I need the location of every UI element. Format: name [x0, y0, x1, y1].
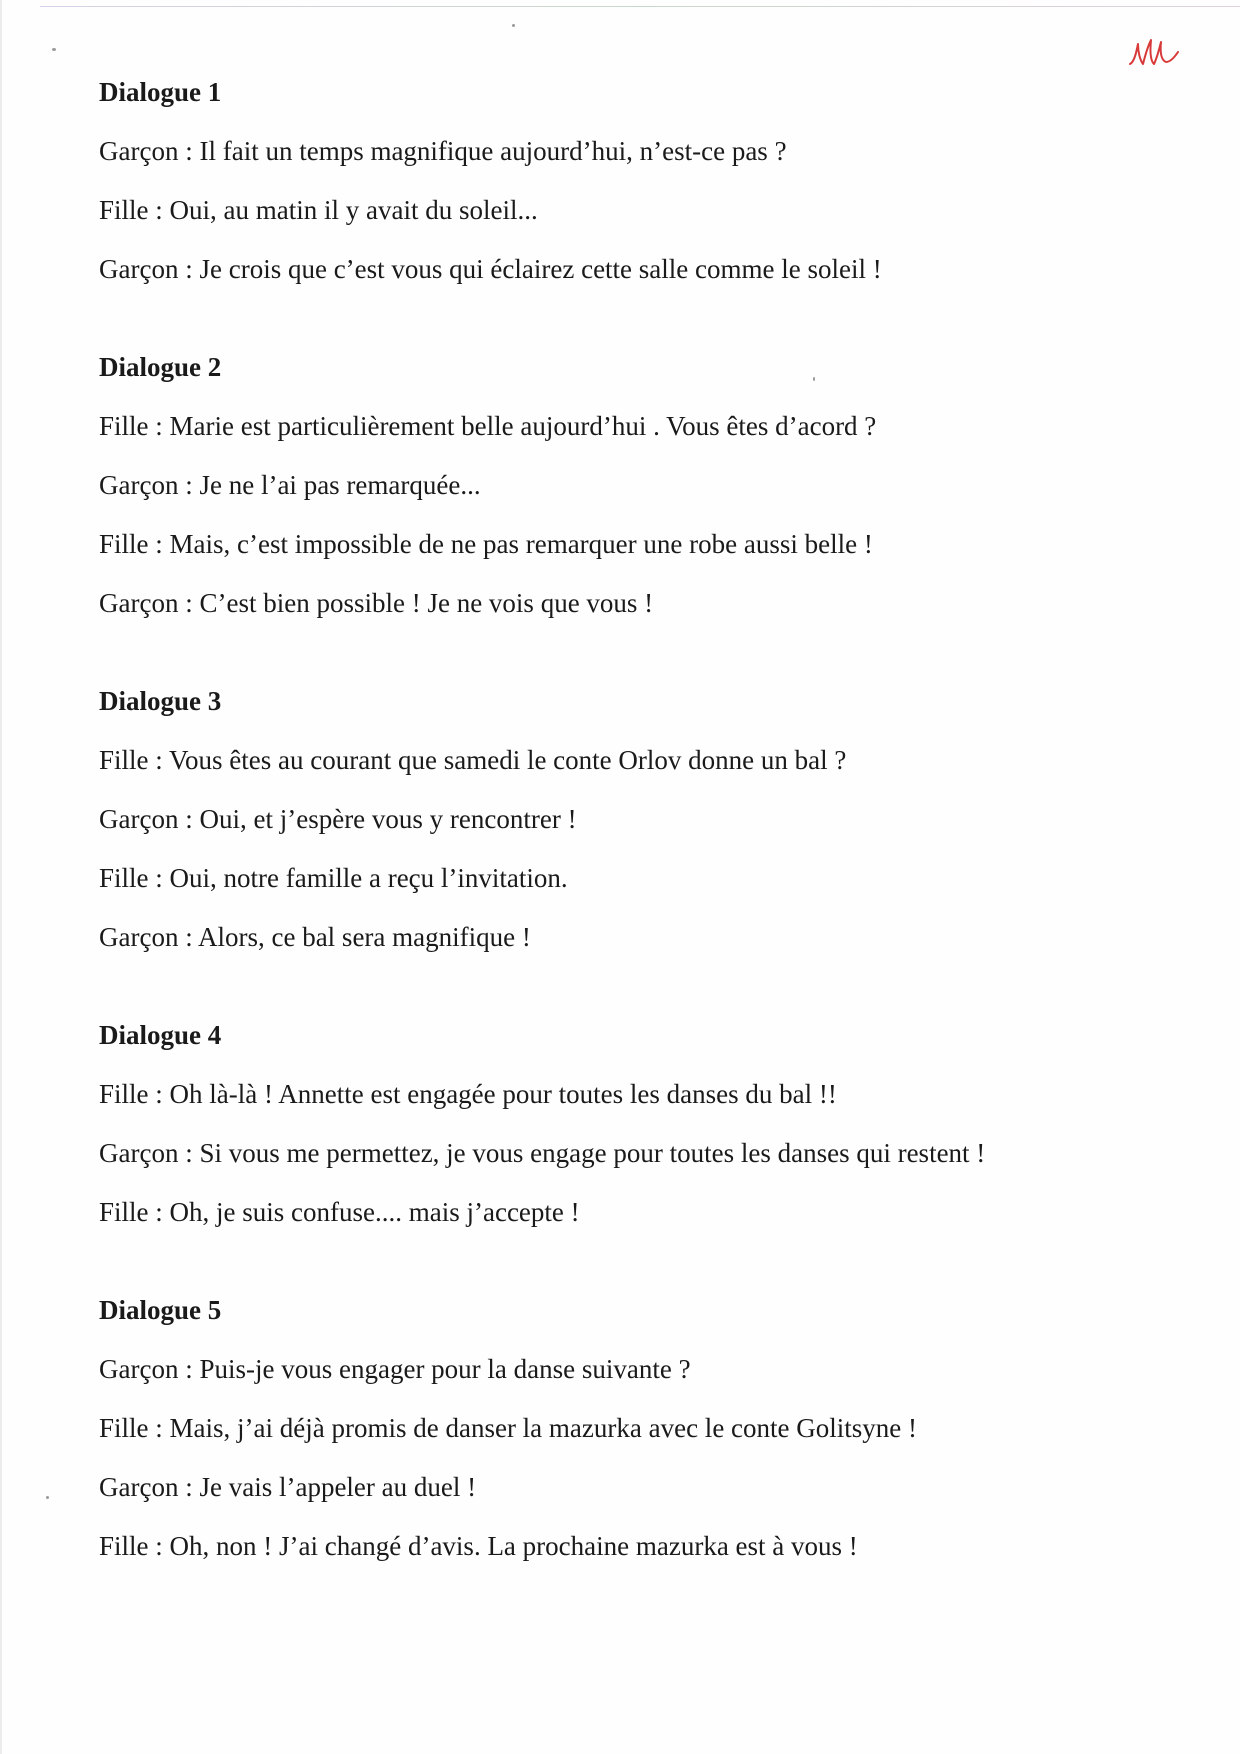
- speaker-name: Fille :: [99, 529, 170, 559]
- utterance-text: Oh, non ! J’ai changé d’avis. La prochaine mazurka est à vous !: [169, 1531, 858, 1561]
- utterance-text: Vous êtes au courant que samedi le conte Orlov donne un bal ?: [169, 745, 847, 775]
- utterance-text: Si vous me permettez, je vous engage pour toutes les danses qui restent !: [199, 1138, 986, 1168]
- speaker-name: Garçon :: [99, 922, 198, 952]
- speaker-name: Fille :: [99, 1413, 170, 1443]
- dialogue-gap: [99, 642, 1179, 681]
- dialogue-line: [99, 131, 1179, 171]
- dialogue-line: [99, 524, 1179, 564]
- dialogue-line: [99, 406, 1179, 446]
- dialogue-heading: Dialogue 4: [99, 1020, 222, 1050]
- page-left-edge: [0, 0, 2, 1754]
- speaker-name: Garçon :: [99, 804, 199, 834]
- margin-mark-stroke: [1130, 40, 1178, 64]
- speaker-name: Garçon :: [99, 1138, 199, 1168]
- dialogue-line: [99, 1526, 1179, 1566]
- utterance-text: Il fait un temps magnifique aujourd’hui, n’est-ce pas ?: [199, 136, 787, 166]
- utterance-text: Oh là-là ! Annette est engagée pour toutes les danses du bal !!: [169, 1079, 837, 1109]
- dialogue-section: [99, 1015, 1179, 1232]
- utterance-text: Mais, c’est impossible de ne pas remarquer une robe aussi belle !: [169, 529, 873, 559]
- speaker-name: Garçon :: [99, 254, 199, 284]
- dialogue-line: [99, 1192, 1179, 1232]
- dialogue-section: [99, 681, 1179, 957]
- utterance-text: C’est bien possible ! Je ne vois que vous !: [199, 588, 654, 618]
- dialogue-line: [99, 740, 1179, 780]
- utterance-text: Alors, ce bal sera magnifique !: [197, 922, 531, 952]
- utterance-text: Puis-je vous engager pour la danse suivante ?: [199, 1354, 691, 1384]
- speaker-name: Garçon :: [99, 1472, 199, 1502]
- dialogue-line: [99, 583, 1179, 623]
- utterance-text: Je crois que c’est vous qui éclairez cette salle comme le soleil !: [199, 254, 882, 284]
- dialogue-gap: [99, 1251, 1179, 1290]
- dialogue-line: [99, 1408, 1179, 1448]
- scan-speck: [52, 48, 56, 51]
- dialogue-line: [99, 1349, 1179, 1389]
- dialogue-heading: Dialogue 2: [99, 352, 222, 382]
- speaker-name: Fille :: [99, 1079, 170, 1109]
- utterance-text: Oui, notre famille a reçu l’invitation.: [169, 863, 568, 893]
- utterance-text: Oui, au matin il y avait du soleil...: [169, 195, 538, 225]
- utterance-text: Mais, j’ai déjà promis de danser la mazurka avec le conte Golitsyne !: [169, 1413, 918, 1443]
- dialogue-heading: Dialogue 1: [99, 77, 222, 107]
- speaker-name: Garçon :: [99, 1354, 199, 1384]
- utterance-text: Je vais l’appeler au duel !: [199, 1472, 477, 1502]
- dialogue-heading: Dialogue 5: [99, 1295, 222, 1325]
- dialogue-heading: Dialogue 3: [99, 686, 222, 716]
- dialogue-line: [99, 190, 1179, 230]
- dialogue-line: [99, 465, 1179, 505]
- dialogue-line: [99, 858, 1179, 898]
- page-top-edge: [40, 6, 1240, 7]
- utterance-text: Marie est particulièrement belle aujourd’hui . Vous êtes d’acord ?: [169, 411, 877, 441]
- dialogue-line: [99, 799, 1179, 839]
- dialogue-line: [99, 1133, 1179, 1173]
- utterance-text: Oh, je suis confuse.... mais j’accepte !: [169, 1197, 580, 1227]
- dialogue-line: [99, 1467, 1179, 1507]
- utterance-text: Je ne l’ai pas remarquée...: [199, 470, 481, 500]
- speaker-name: Garçon :: [99, 470, 199, 500]
- speaker-name: Fille :: [99, 1197, 170, 1227]
- speaker-name: Garçon :: [99, 588, 199, 618]
- speaker-name: Fille :: [99, 1531, 170, 1561]
- speaker-name: Fille :: [99, 195, 170, 225]
- dialogue-list: [99, 72, 1179, 1585]
- dialogue-section: [99, 72, 1179, 289]
- dialogue-gap: [99, 308, 1179, 347]
- dialogue-section: [99, 347, 1179, 623]
- dialogue-gap: [99, 976, 1179, 1015]
- dialogue-line: [99, 1074, 1179, 1114]
- speaker-name: Fille :: [99, 745, 169, 775]
- dialogue-section: [99, 1290, 1179, 1566]
- scan-speck: [46, 1496, 49, 1499]
- speaker-name: Fille :: [99, 411, 170, 441]
- utterance-text: Oui, et j’espère vous y rencontrer !: [199, 804, 577, 834]
- dialogue-line: [99, 249, 1179, 289]
- scan-speck: [512, 24, 515, 27]
- dialogue-line: [99, 917, 1179, 957]
- speaker-name: Garçon :: [99, 136, 199, 166]
- speaker-name: Fille :: [99, 863, 170, 893]
